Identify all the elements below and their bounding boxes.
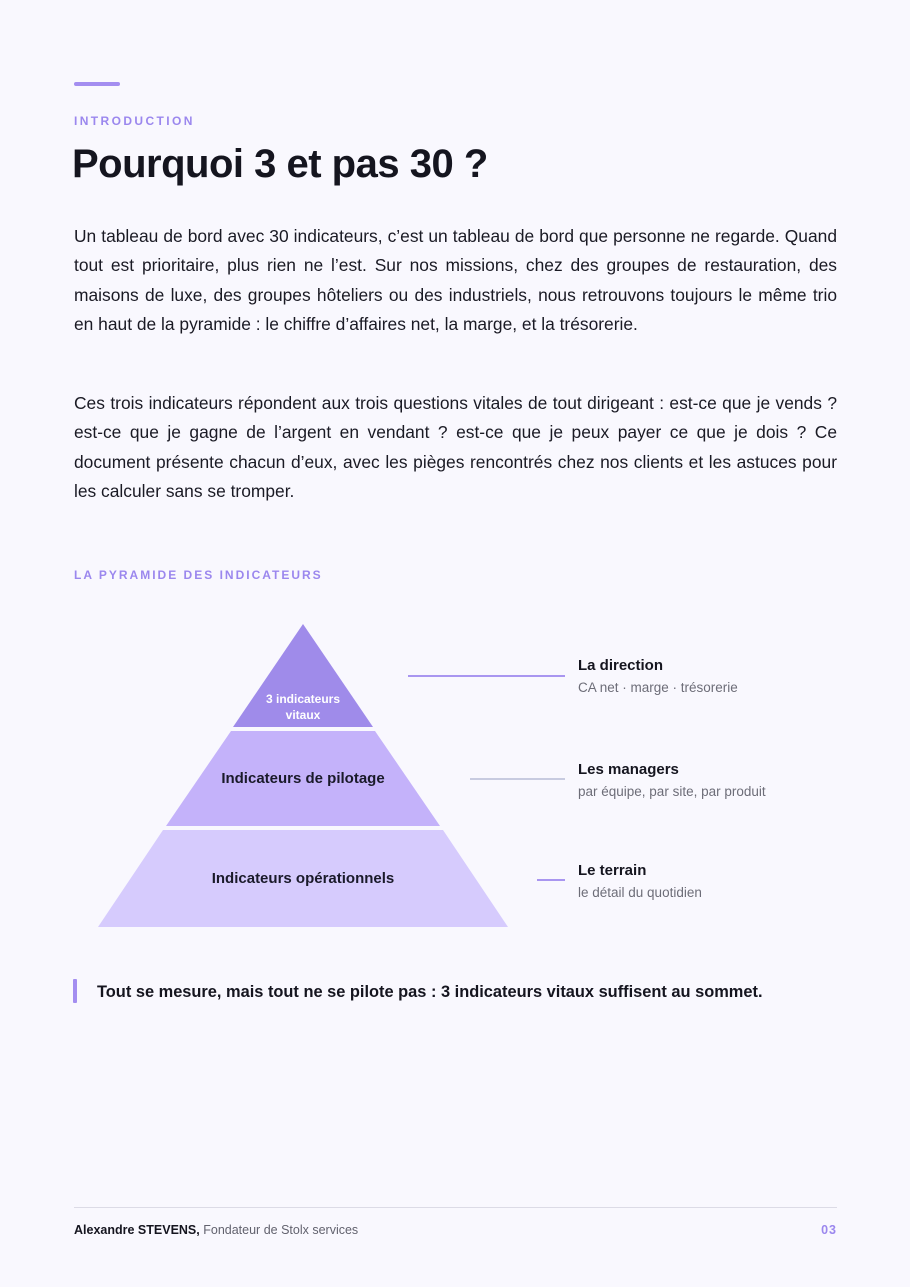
intro-paragraph-1: Un tableau de bord avec 30 indicateurs, c’est un tableau de bord que personne ne regarde. Quand tout est prioritaire, plus rien ne l’est. Sur nos missions, chez des groupes de restauration, des maisons de luxe, des groupes hôteliers ou des industriels, nous retrouvons toujours le même trio en haut de la pyramide : le chiffre d’affaires net, la marge, et la trésorerie. bbox=[74, 226, 837, 334]
level-managers bbox=[578, 760, 766, 802]
pyramid-section-label: LA PYRAMIDE DES INDICATEURS bbox=[74, 568, 323, 582]
tier-middle-label: Indicateurs de pilotage bbox=[221, 770, 385, 787]
level-direction bbox=[578, 656, 738, 698]
quote-accent-bar bbox=[73, 979, 77, 1003]
footer-author bbox=[74, 1223, 358, 1237]
level-managers-title: Les managers bbox=[578, 761, 679, 778]
connector-line-direction bbox=[408, 675, 565, 677]
connector-line-managers bbox=[470, 778, 565, 780]
level-terrain bbox=[578, 861, 702, 903]
connector-line-terrain bbox=[537, 879, 565, 881]
pull-quote: Tout se mesure, mais tout ne se pilote pas : 3 indicateurs vitaux suffisent au sommet. bbox=[97, 983, 763, 1001]
level-terrain-title: Le terrain bbox=[578, 862, 647, 879]
level-managers-description: par équipe, par site, par produit bbox=[578, 784, 766, 799]
footer-author-name: Alexandre STEVENS, bbox=[74, 1223, 200, 1237]
page-title: Pourquoi 3 et pas 30 ? bbox=[72, 142, 488, 186]
intro-paragraph-2: Ces trois indicateurs répondent aux trois questions vitales de tout dirigeant : est-ce que je vends ? est-ce que je gagne de l’argent en vendant ? est-ce que je peux payer ce que je dois ? Ce document présente chacun d’eux, avec les pièges rencontrés chez nos clients et les astuces pour les calculer sans se tromper. bbox=[74, 393, 837, 501]
level-direction-description: CA net · marge · trésorerie bbox=[578, 680, 738, 695]
level-terrain-description: le détail du quotidien bbox=[578, 885, 702, 900]
footer-divider bbox=[74, 1207, 837, 1208]
tier-top-label bbox=[243, 691, 363, 723]
level-direction-title: La direction bbox=[578, 657, 664, 674]
tier-top-label-line-2: vitaux bbox=[285, 708, 321, 722]
section-eyebrow: INTRODUCTION bbox=[74, 114, 195, 128]
tier-bottom-label: Indicateurs opérationnels bbox=[211, 870, 395, 887]
footer-author-role: Fondateur de Stolx services bbox=[203, 1223, 359, 1237]
page-number: 03 bbox=[821, 1223, 837, 1237]
tier-top-label-line-1: 3 indicateurs bbox=[265, 692, 341, 706]
